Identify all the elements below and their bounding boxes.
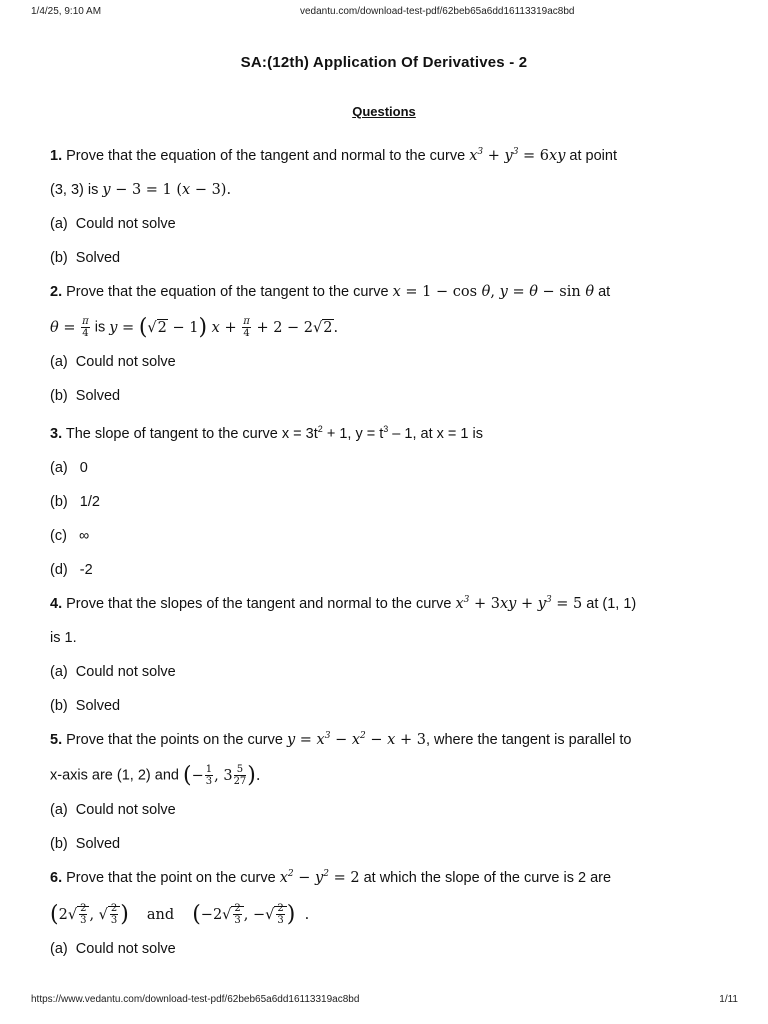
questions-heading: Questions [352,104,416,119]
option-b: (b) Solved [50,836,121,852]
option-a: (a) Could not solve [50,664,176,680]
question-number: 1. [50,148,63,164]
option-b: (b) Solved [50,388,121,404]
question-text: at [598,284,611,300]
question-text: The slope of tangent to the curve x = 3t [65,426,318,442]
question-1-cont [50,180,231,200]
question-text: + 1, y = t [322,426,384,442]
question-1 [50,146,617,166]
option-a: (a) Could not solve [50,354,176,370]
option-b: (b) 1/2 [50,494,100,510]
question-5 [50,730,631,750]
question-number: 2. [50,284,63,300]
math-expression: (2√ $\frac{2}{3}$ , √ $\frac{2}{3}$ ) [50,901,129,927]
math-expression: $y = x^3 - x^2 - x + 3$ [286,731,426,748]
question-4-cont: is 1. [50,630,77,646]
question-2-cont [50,316,338,339]
option-a: (a) Could not solve [50,802,176,818]
question-number: 6. [50,870,63,886]
print-header [0,6,768,22]
math-expression: x = 1 − cos θ, y = θ − sin θ [392,284,595,300]
math-expression: (−2√ $\frac{2}{3}$ , −√ $\frac{2}{3}$ ) . [192,901,310,927]
option-a: (a) 0 [50,460,88,476]
option-a: (a) Could not solve [50,216,176,232]
option-b: (b) Solved [50,698,121,714]
math-expression: $x^3 + y^3 = 6xy$ [469,147,566,164]
question-text: Prove that the slopes of the tangent and normal to the curve [66,596,452,612]
question-text: Prove that the points on the curve [66,732,283,748]
conjunction: and [146,906,175,923]
question-number: 3. [50,426,63,442]
question-number: 5. [50,732,63,748]
question-text: Prove that the point on the curve [66,870,276,886]
question-text: x-axis are (1, 2) and [50,767,179,784]
print-url: vedantu.com/download-test-pdf/62beb65a6dd16113319ac8bd [300,6,575,17]
question-2 [50,282,610,302]
question-text: at (1, 1) [586,596,637,612]
question-6-cont [50,903,309,926]
question-number: 4. [50,596,63,612]
question-text: Prove that the equation of the tangent to the curve [66,284,389,300]
question-3: 3. The slope of tangent to the curve $x = 3t^2 + 1$, $y = t^3 - 1$, at x = 1 is [50,424,483,442]
question-4 [50,594,636,614]
question-text: is [94,319,106,336]
question-text: – 1, at x = 1 is [388,426,483,442]
option-a: (a) Could not solve [50,941,176,957]
option-d: (d) -2 [50,562,93,578]
math-expression: y − 3 = 1 (x − 3). [102,182,232,198]
question-text: , where the tangent is parallel to [425,732,632,748]
question-text: at which the slope of the curve is 2 are [363,870,612,886]
math-expression: (− $\frac{1}{3}$ , 3 $\frac{5}{27}$ ). [182,762,261,788]
math-expression: $x^2 - y^2 = 2$ [279,869,360,886]
question-6 [50,868,611,888]
page-number: 1/11 [719,994,738,1005]
question-text: at point [569,148,617,164]
page-title: SA:(12th) Application Of Derivatives - 2 [240,54,528,71]
math-expression: $x^3 + 3xy + y^3 = 5$ [455,595,583,612]
print-datetime: 1/4/25, 9:10 AM [31,6,102,17]
footer-url: https://www.vedantu.com/download-test-pdf/62beb65a6dd16113319ac8bd [31,994,360,1005]
question-text: (3, 3) is [50,182,99,198]
option-b: (b) Solved [50,250,121,266]
question-text: Prove that the equation of the tangent and normal to the curve [66,148,466,164]
math-expression: θ = $\frac{\pi}{4}$ [50,316,89,339]
option-c: (c) ∞ [50,528,90,544]
math-expression: y = (√2 − 1) x + $\frac{\pi}{4}$ + 2 − 2√2. [109,314,339,340]
question-5-cont [50,764,261,787]
